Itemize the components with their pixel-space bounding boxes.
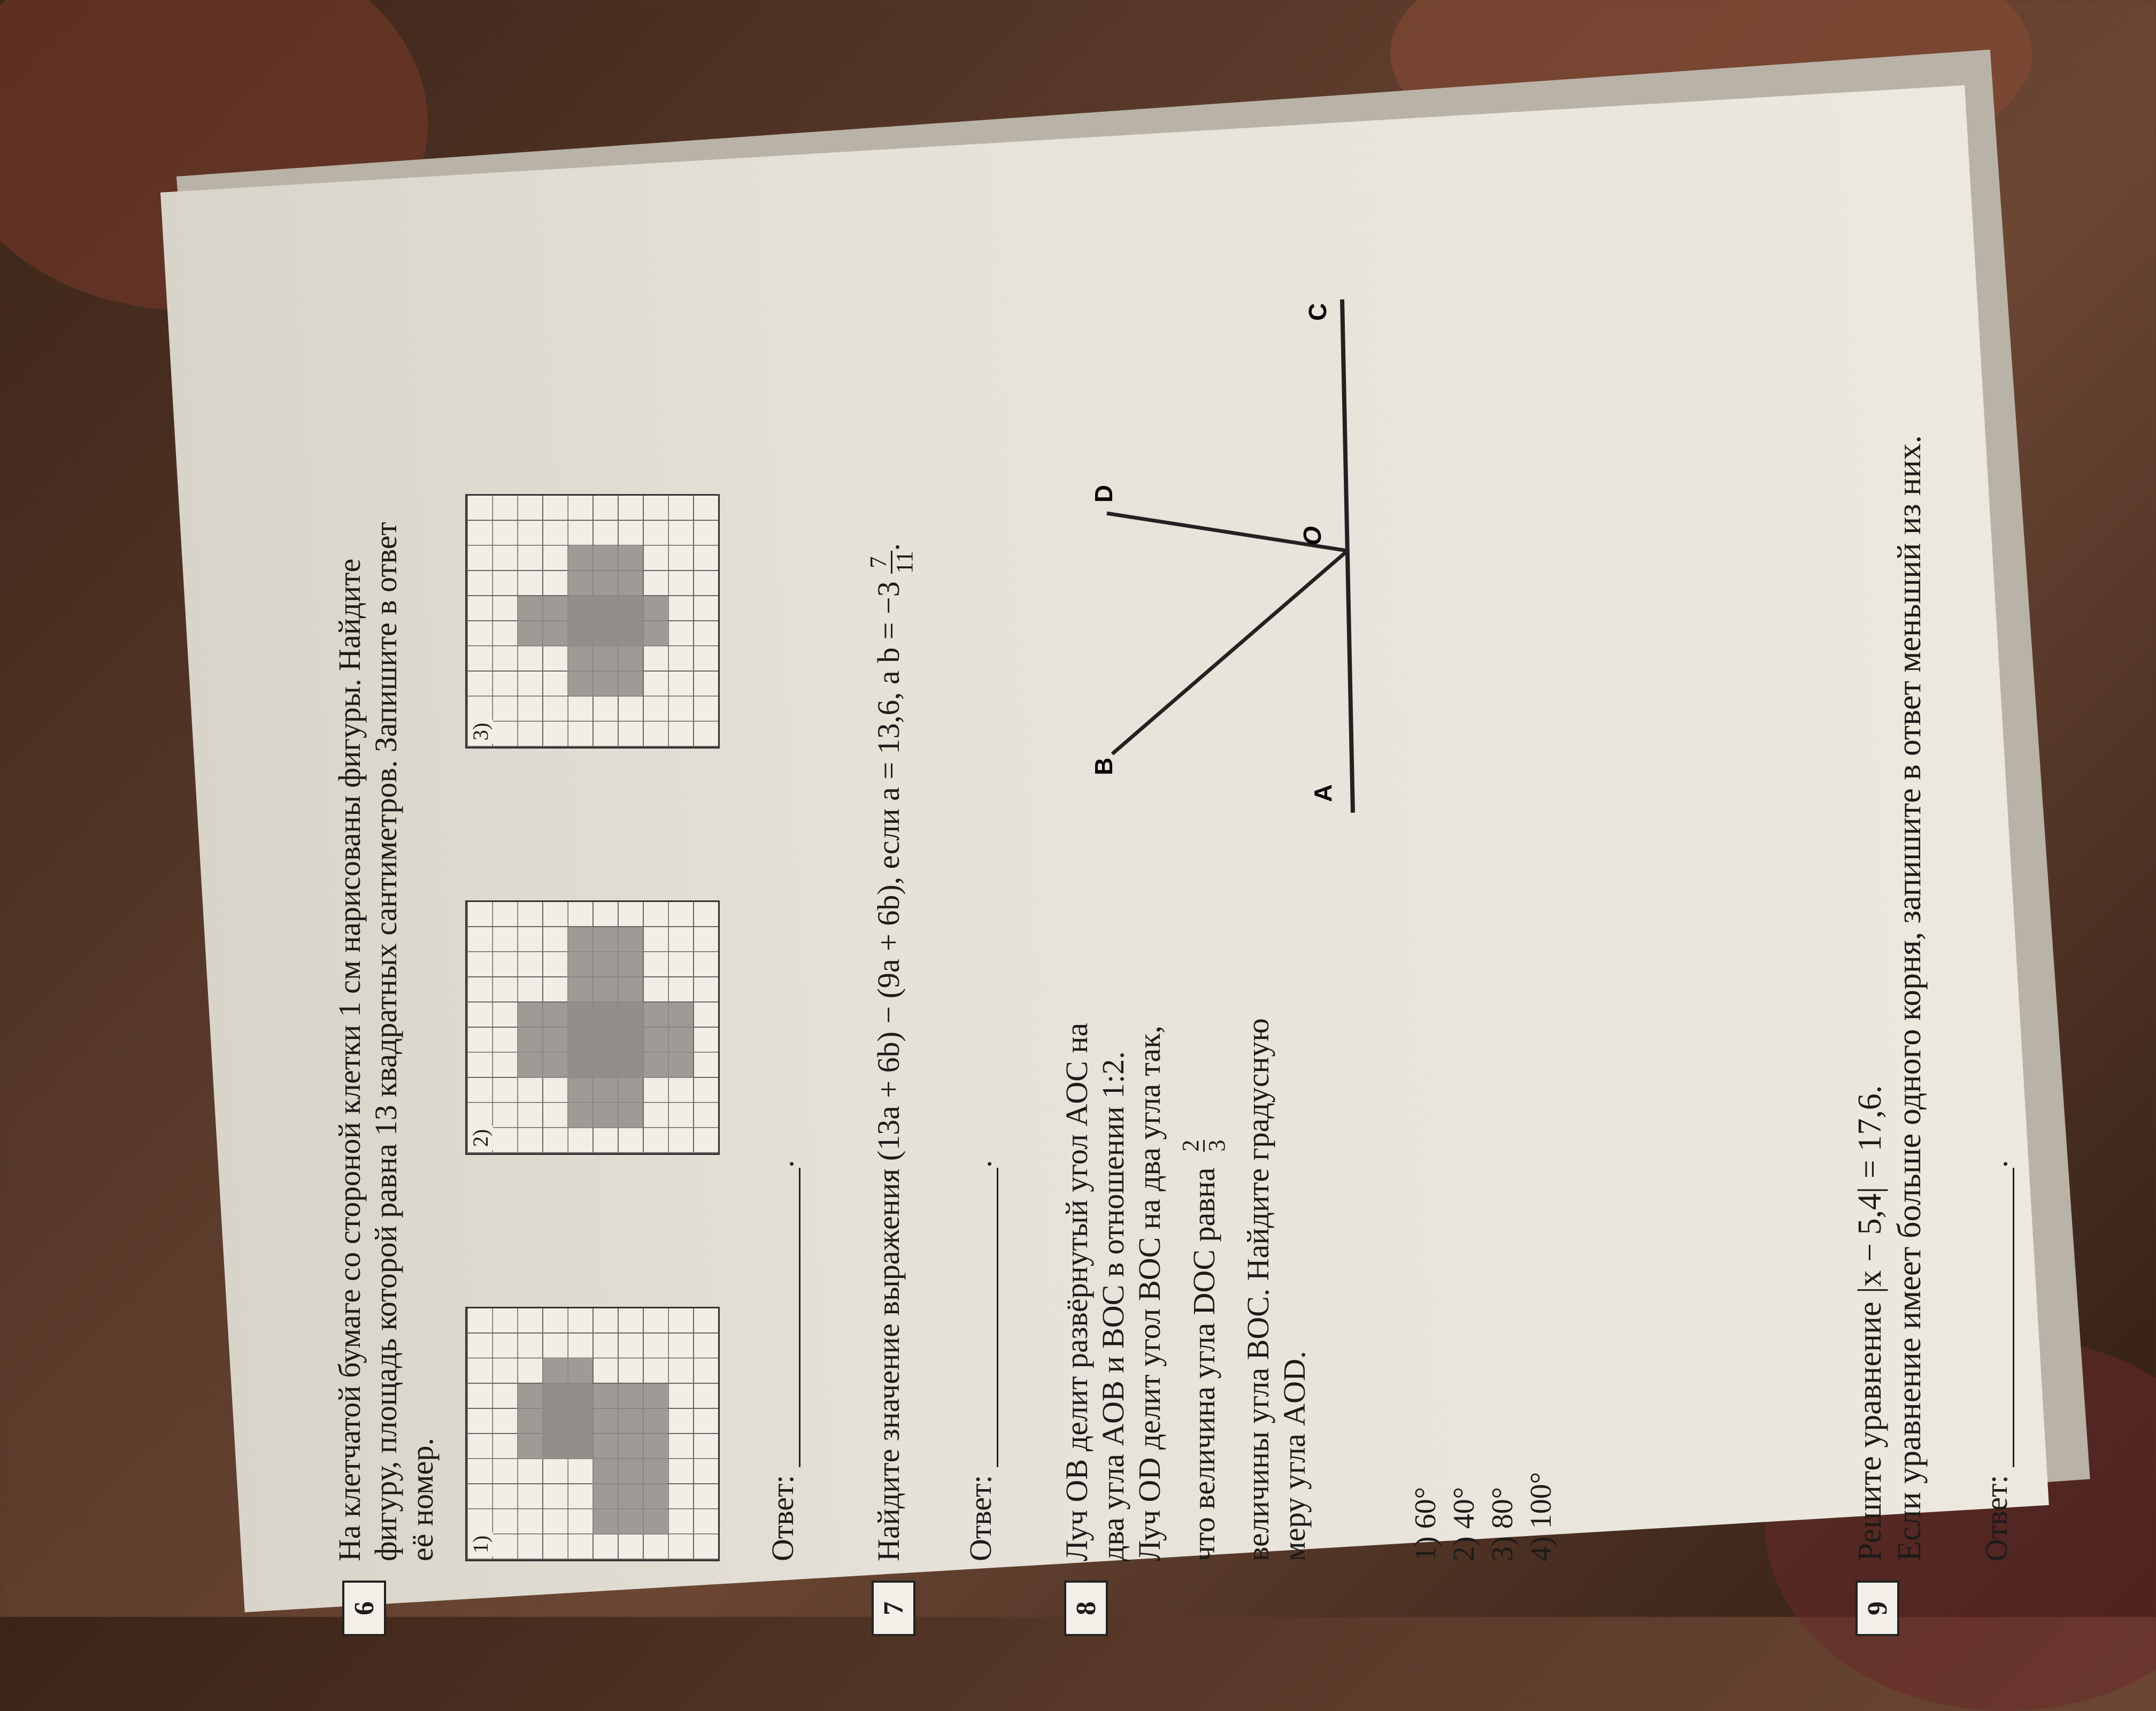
task-9 [1845,235,2069,1636]
point-label-D: D [1090,484,1118,503]
exam-page [321,235,2128,1636]
answer-label: Ответ: [963,1475,998,1561]
grid-figure-3 [465,494,720,749]
shaded-figure [567,927,643,1128]
task-6 [321,235,856,1636]
ray-OB [1112,551,1348,754]
point-label-O: O [1298,526,1326,545]
option-item[interactable]: 3) 80° [1486,1486,1519,1561]
task-number: 6 [342,1581,386,1636]
task-text-line: фигуру, площадь которой равна 13 квадратных сантиметров. Запишите в ответ [368,522,403,1561]
angle-diagram [1085,273,1385,834]
option-item[interactable]: 1) 60° [1409,1486,1442,1561]
task-7 [861,235,1032,1636]
fraction-numerator: 2 [1177,1139,1204,1152]
figure-label: 3) [468,720,493,744]
task-text-line: Решите уравнение |x − 5,4| = 17,6. [1852,1085,1888,1561]
answer-field[interactable]: Ответ: . [765,1160,800,1561]
fraction-denominator: 11 [891,551,918,574]
task-text [1059,893,1313,1561]
point-label-C: C [1304,303,1331,321]
point-label-B: B [1090,757,1118,775]
answer-label: Ответ: [1979,1475,2014,1561]
task-text-line-with-fraction [1179,893,1229,1561]
answer-field[interactable]: Ответ: . [1979,1160,2014,1561]
task-text-line: Если уравнение имеет больше одного корня, запишите в ответ меньший из них. [1891,435,1928,1561]
options-list [1406,1472,1560,1561]
task-text-line: два угла AOB и BOC в отношении 1:2. [1096,1051,1130,1561]
task-number: 9 [1855,1581,1899,1636]
point-label-A: A [1309,784,1337,802]
answer-line[interactable] [1986,1168,2014,1467]
task-text [1850,251,1929,1561]
task-text-line: Луч OB делит развёрнутый угол AOC на [1059,1022,1094,1561]
fraction-denominator: 3 [1204,1139,1230,1152]
figure-label: 2) [468,1126,493,1150]
fraction-numerator: 7 [866,551,892,573]
shaded-figure [592,1384,668,1535]
task-number: 8 [1064,1581,1108,1636]
task-text-line: На клетчатой бумаге со стороной клетки 1 см нарисованы фигуры. Найдите [332,558,367,1561]
task-text: Найдите значение выражения (13a + 6b) − (9a + 6b), если a = 13,6, а b = −3 7 11 . [865,543,918,1561]
answer-label: Ответ: [765,1475,800,1561]
task-text-line: что величина угла DOC равна [1186,1167,1221,1561]
fraction [866,551,917,573]
figure-label: 1) [468,1532,493,1556]
task-8 [1053,235,1695,1636]
grid-figure-1 [465,1307,720,1561]
option-item[interactable]: 2) 40° [1447,1486,1481,1561]
answer-line[interactable] [970,1168,998,1467]
task-text-line: величины угла BOC. Найдите градусную [1241,1018,1275,1561]
answer-line[interactable] [772,1168,800,1467]
task-number: 7 [872,1581,915,1636]
fraction [1179,1140,1229,1152]
shaded-figure [517,596,668,646]
task-text-line: меру угла AOD. [1277,1351,1312,1561]
grid-figure-2 [465,900,720,1155]
answer-field[interactable]: Ответ: . [963,1160,998,1561]
task-text-line: Луч OD делит угол BOC на два угла так, [1132,1026,1167,1561]
task-text-line: Найдите значение выражения (13a + 6b) − (9a + 6b), если a = 13,6, а b = −3 [871,581,906,1561]
shaded-figure [542,1359,592,1459]
task-text-line: её номер. [405,1438,440,1561]
task-text [332,278,441,1561]
option-item[interactable]: 4) 100° [1524,1471,1558,1561]
